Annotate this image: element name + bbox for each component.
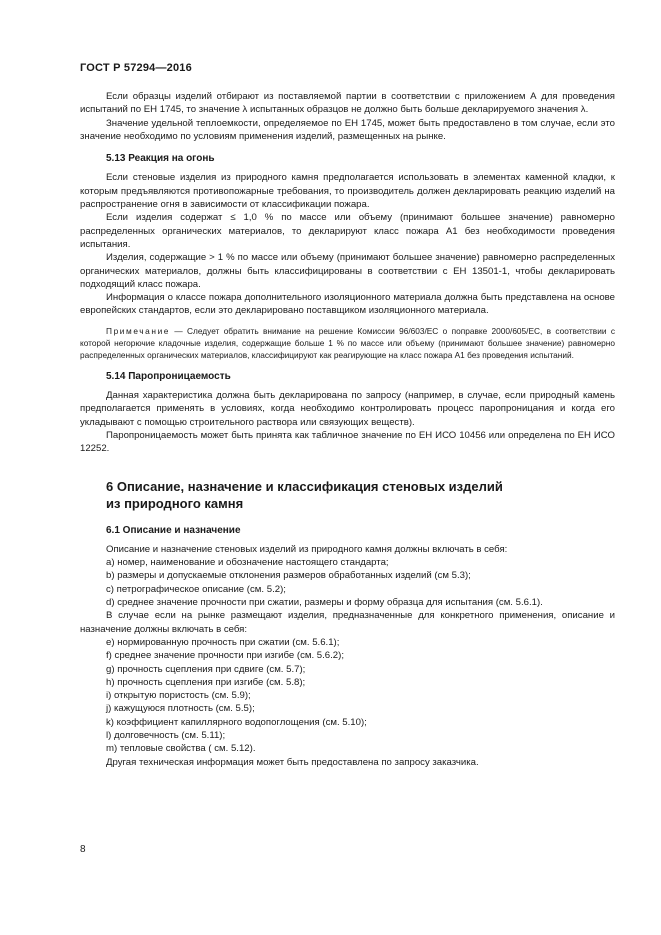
- chapter-title-line1: 6 Описание, назначение и классификация стеновых изделий: [106, 478, 503, 494]
- paragraph: Другая техническая информация может быть предоставлена по запросу заказчика.: [106, 756, 479, 768]
- paragraph: Значение удельной теплоемкости, определяемое по ЕН 1745, может быть предоставлено в том случае, если это значение необходимо по условиям применения изделий, размещенных на рынке.: [80, 117, 615, 142]
- paragraph: Если образцы изделий отбирают из поставляемой партии в соответствии с приложением А для проведения испытаний по ЕН 1745, то значение λ испытанных образцов не должно быть больше декларируемого значения λ.: [80, 91, 615, 116]
- note: [80, 325, 615, 361]
- list-item: a) номер, наименование и обозначение настоящего стандарта;: [106, 557, 389, 569]
- paragraph: Описание и назначение стеновых изделий из природного камня должны включать в себя:: [106, 543, 508, 555]
- chapter-heading-6: [106, 478, 615, 512]
- document-header: ГОСТ Р 57294—2016: [80, 62, 192, 74]
- page-number: 8: [80, 844, 86, 855]
- list-item: j) кажущуюся плотность (см. 5.5);: [106, 703, 255, 715]
- paragraph: Если стеновые изделия из природного камня предполагается использовать в элементах каменной кладки, к которым предъявляются противопожарные требования, то производитель должен декларировать реакцию изделий на распространение огня в зависимости от классификации пожара.: [80, 172, 615, 211]
- list-item: e) нормированную прочность при сжатии (см. 5.6.1);: [106, 636, 340, 648]
- list-item: k) коэффициент капиллярного водопоглощения (см. 5.10);: [106, 716, 367, 728]
- paragraph: Паропроницаемость может быть принята как табличное значение по ЕН ИСО 10456 или определена по ЕН ИСО 12252.: [80, 429, 615, 455]
- section-heading-5-14: 5.14 Паропроницаемость: [106, 370, 231, 382]
- paragraph: Изделия, содержащие > 1 % по массе или объему (принимают большее значение) равномерно распределенных органических материалов, должны быть классифицированы в соответствии с ЕН 13501-1, чтобы декларировать подходящий класс пожара.: [80, 252, 615, 290]
- note-text: — Следует обратить внимание на решение Комиссии 96/603/ЕС о поправке 2000/605/ЕС, в соответствии с которой негорючие кладочные изделия, содержащие больше 1 % по массе или объему (принимают большее значение) равномерно распределенных органических материалов, классифицируют как реагирующие на класс пожара А1 без проведения испытаний.: [80, 325, 615, 360]
- list-item: c) петрографическое описание (см. 5.2);: [106, 583, 286, 595]
- page-content: [80, 90, 615, 769]
- list-item: d) среднее значение прочности при сжатии, размеры и форму образца для испытания (см. 5.6.1).: [106, 597, 543, 609]
- list-item: g) прочность сцепления при сдвиге (см. 5.7);: [106, 663, 306, 675]
- paragraph: В случае если на рынке размещают изделия, предназначенные для конкретного применения, описание и назначение должны включать в себя:: [80, 610, 615, 635]
- paragraph: Если изделия содержат ≤ 1,0 % по массе или объему (принимают большее значение) равномерно распределенных органических материалов, то декларируют класс пожара А1 без необходимости проведения испытания.: [80, 212, 615, 250]
- section-heading-5-13: 5.13 Реакция на огонь: [106, 153, 215, 165]
- list-item: b) размеры и допускаемые отклонения размеров обработанных изделий (см 5.3);: [106, 570, 471, 582]
- list-item: h) прочность сцепления при изгибе (см. 5.8);: [106, 676, 306, 688]
- note-label: Примечание: [106, 325, 171, 336]
- list-item: f) среднее значение прочности при изгибе (см. 5.6.2);: [106, 650, 345, 662]
- list-item: i) открытую пористость (см. 5.9);: [106, 690, 251, 702]
- section-heading-6-1: 6.1 Описание и назначение: [106, 524, 241, 536]
- chapter-title-line2: из природного камня: [106, 495, 244, 511]
- list-item: l) долговечность (см. 5.11);: [106, 729, 226, 741]
- paragraph: Информация о классе пожара дополнительного изоляционного материала должна быть представлена на основе европейских стандартов, если это декларировано поставщиком изоляционного материала.: [80, 292, 615, 317]
- list-item: m) тепловые свойства ( см. 5.12).: [106, 743, 256, 755]
- paragraph: Данная характеристика должна быть декларирована по запросу (например, в случае, если природный камень предполагается применять в условиях, когда необходимо контролировать процесс паропроницания и когда его укладывают с помощью строительного раствора или связующих веществ).: [80, 390, 615, 428]
